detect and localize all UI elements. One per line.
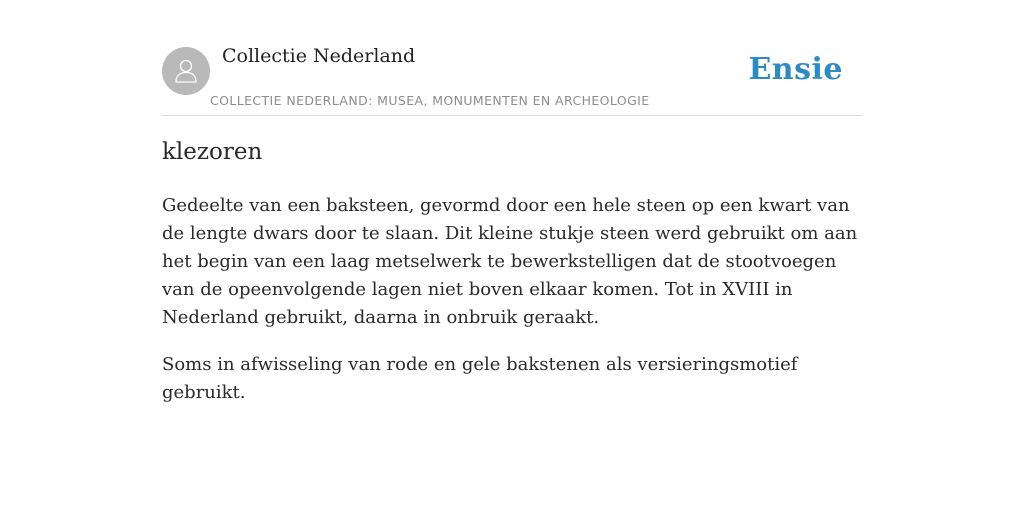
- user-icon: [171, 56, 201, 86]
- definition-paragraph: Soms in afwisseling van rode en gele bakstenen als versieringsmotief gebruikt.: [162, 354, 798, 403]
- definition-body: [162, 192, 862, 426]
- author-name-link[interactable]: Collectie Nederland: [222, 45, 416, 67]
- content-container: [162, 0, 862, 403]
- ensie-logo[interactable]: Ensie: [748, 52, 843, 87]
- author-avatar[interactable]: [162, 47, 210, 95]
- source-label-link[interactable]: COLLECTIE NEDERLAND: MUSEA, MONUMENTEN EN ARCHEOLOGIE: [210, 93, 650, 108]
- header: [162, 0, 862, 116]
- term-title: klezoren: [162, 139, 263, 165]
- definition-paragraph: Gedeelte van een baksteen, gevormd door een hele steen op een kwart van de lengte dwars door te slaan. Dit kleine stukje steen werd gebruikt om aan het begin van een laag metselwerk te bewerkstelligen dat de stootvoegen van de opeenvolgende lagen niet boven elkaar komen. Tot in XVIII in Nederland gebruikt, daarna in onbruik geraakt.: [162, 195, 858, 328]
